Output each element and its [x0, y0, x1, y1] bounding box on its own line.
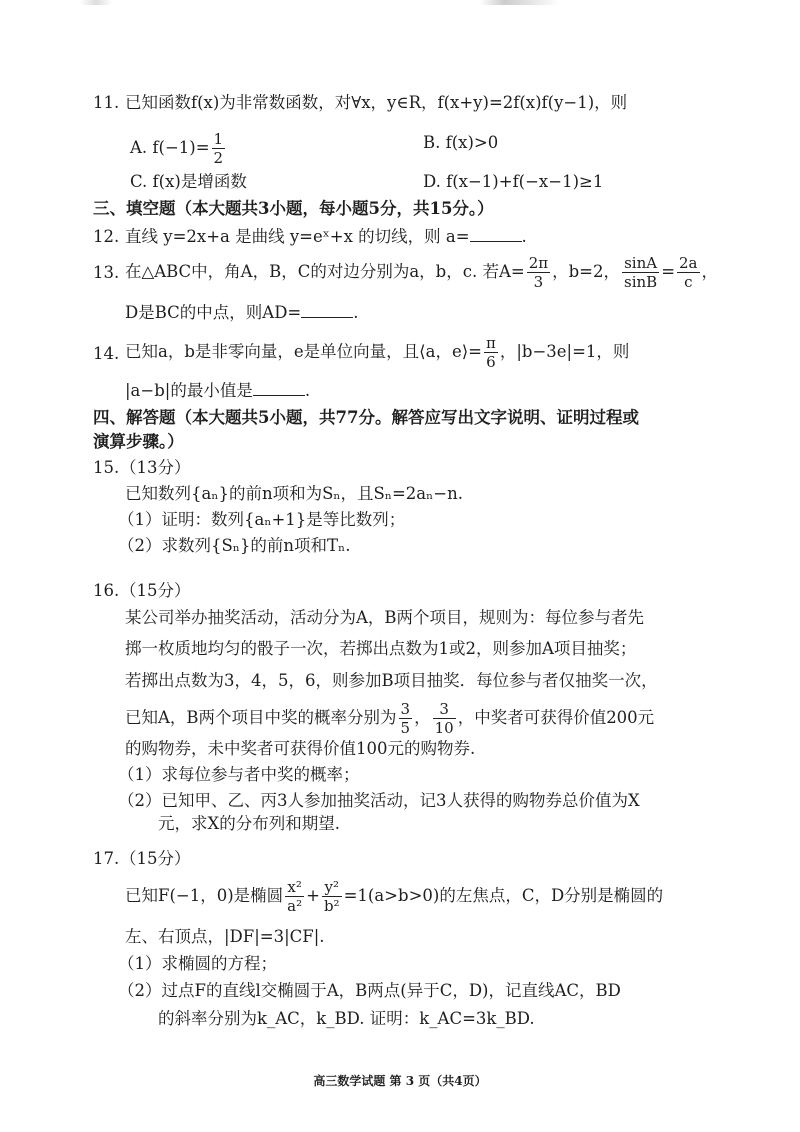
q16-text-2: ，中奖者可获得价值200元 — [457, 708, 655, 727]
numerator: 3 — [433, 700, 456, 719]
numerator: 2π — [528, 254, 549, 272]
fraction — [399, 700, 413, 737]
q16-line2: 掷一枚质地均匀的骰子一次，若掷出点数为1或2，则参加A项目抽奖； — [125, 639, 637, 658]
q14-number: 14. — [93, 344, 120, 363]
numerator: y² — [322, 878, 342, 897]
fraction — [285, 878, 304, 915]
q17-number: 17. — [93, 849, 120, 868]
q16-line3: 若掷出点数为3，4，5，6，则参加B项目抽奖．每位参与者仅抽奖一次， — [125, 671, 658, 690]
numerator: 1 — [213, 130, 224, 148]
q16-line1: 某公司举办抽奖活动，活动分为A，B两个项目，规则为：每位参与者先 — [125, 608, 645, 627]
q17-part-2: （2）过点F的直线l交椭圆于A，B两点(异于C，D)，记直线AC，BD — [118, 981, 621, 1000]
denominator: b² — [323, 897, 340, 915]
denominator: 3 — [533, 273, 544, 291]
fraction — [527, 254, 550, 291]
q13-stem-2: ，b=2， — [552, 262, 620, 281]
plus: + — [306, 886, 320, 905]
q11-option-d: D. f(x−1)+f(−x−1)≥1 — [423, 172, 604, 191]
answer-blank — [253, 381, 305, 396]
q14-stem-2: ，|b−3e|=1，则 — [499, 342, 630, 361]
fraction — [212, 130, 226, 167]
q16-number: 16. — [93, 581, 120, 600]
q15-part-1: （1）证明：数列{aₙ+1}是等比数列； — [118, 510, 406, 529]
q17-line2: 左、右顶点，|DF|=3|CF|. — [125, 927, 325, 946]
q16-text: 已知A，B两个项目中奖的概率分别为 — [125, 708, 397, 727]
numerator: 3 — [400, 700, 411, 718]
comma: ， — [414, 708, 431, 727]
q14-stem-3: |a−b|的最小值是 — [125, 381, 253, 400]
denominator: a² — [287, 897, 303, 915]
q15-stem: 已知数列{aₙ}的前n项和为Sₙ，且Sₙ=2aₙ−n. — [125, 484, 463, 503]
period: . — [521, 227, 527, 246]
q11-option-a — [130, 130, 227, 167]
q16-line4 — [125, 700, 654, 737]
q14-line1 — [125, 334, 629, 371]
q15-number: 15. — [93, 458, 120, 477]
fraction — [322, 878, 342, 915]
q17-part-1: （1）求椭圆的方程； — [118, 954, 277, 973]
fraction — [484, 334, 498, 371]
q13-line2 — [125, 302, 359, 324]
denominator: 6 — [486, 353, 496, 371]
q11-option-b: B. f(x)>0 — [423, 133, 499, 152]
q15-part-2: （2）求数列{Sₙ}的前n项和Tₙ. — [118, 536, 351, 555]
denominator: c — [684, 273, 693, 291]
section-3-heading: 三、填空题（本大题共3小题，每小题5分，共15分。） — [93, 199, 494, 218]
q12-text — [125, 226, 527, 248]
fraction — [622, 254, 659, 291]
numerator: π — [485, 334, 496, 352]
q13-stem: 在△ABC中，角A，B，C的对边分别为a，b，c. 若A= — [125, 262, 525, 281]
denominator: 5 — [400, 719, 411, 737]
q16-part-2: （2）已知甲、乙、丙3人参加抽奖活动，记3人获得的购物券总价值为X — [118, 791, 640, 810]
fraction — [433, 700, 456, 737]
denominator: sinB — [624, 273, 658, 291]
period: . — [353, 303, 359, 322]
equals: = — [661, 262, 676, 281]
answer-blank — [470, 227, 522, 242]
q16-part-2-cont: 元，求X的分布列和期望. — [158, 814, 340, 833]
comma: ， — [701, 262, 719, 281]
q12-number: 12. — [93, 227, 120, 246]
q11-stem: 已知函数f(x)为非常数函数，对∀x，y∈R，f(x+y)=2f(x)f(y−1)，则 — [125, 93, 628, 112]
q17-text: 已知F(−1，0)是椭圆 — [125, 886, 284, 905]
fraction — [677, 254, 700, 291]
section-4-heading-cont: 演算步骤。） — [93, 432, 184, 451]
numerator: x² — [285, 878, 304, 897]
q16-line5: 的购物券，未中奖者可获得价值100元的购物券. — [125, 739, 476, 758]
q16-score: （15分） — [120, 581, 191, 600]
numerator: sinA — [622, 254, 659, 273]
denominator: 10 — [434, 719, 454, 737]
period: . — [304, 381, 311, 400]
page-footer: 高三数学试题 第 3 页（共4页） — [313, 1074, 487, 1088]
option-a-text: A. f(−1)= — [130, 138, 210, 157]
q13-number: 13. — [93, 263, 120, 282]
q14-line2 — [125, 380, 310, 402]
q17-text-2: =1(a>b>0)的左焦点，C，D分别是椭圆的 — [343, 886, 664, 905]
q11-option-c: C. f(x)是增函数 — [130, 172, 247, 191]
q17-score: （15分） — [120, 849, 191, 868]
numerator: 2a — [679, 254, 698, 272]
answer-blank — [301, 303, 353, 318]
q14-stem: 已知a，b是非零向量，e是单位向量，且⟨a，e⟩= — [125, 342, 482, 361]
section-4-heading: 四、解答题（本大题共5小题，共77分。解答应写出文字说明、证明过程或 — [93, 408, 639, 427]
q13-line1 — [125, 254, 718, 291]
q12-stem: 直线 y=2x+a 是曲线 y=eˣ+x 的切线，则 a= — [125, 227, 470, 246]
q15-score: （13分） — [120, 458, 191, 477]
q17-part-2-cont: 的斜率分别为k_AC，k_BD. 证明：k_AC=3k_BD. — [158, 1009, 535, 1028]
q17-line1 — [125, 878, 663, 915]
q11-number: 11. — [93, 93, 120, 112]
q16-part-1: （1）求每位参与者中奖的概率； — [118, 765, 360, 784]
denominator: 2 — [213, 149, 224, 167]
q13-stem-3: D是BC的中点，则AD= — [125, 303, 302, 322]
scan-edge — [0, 0, 800, 5]
